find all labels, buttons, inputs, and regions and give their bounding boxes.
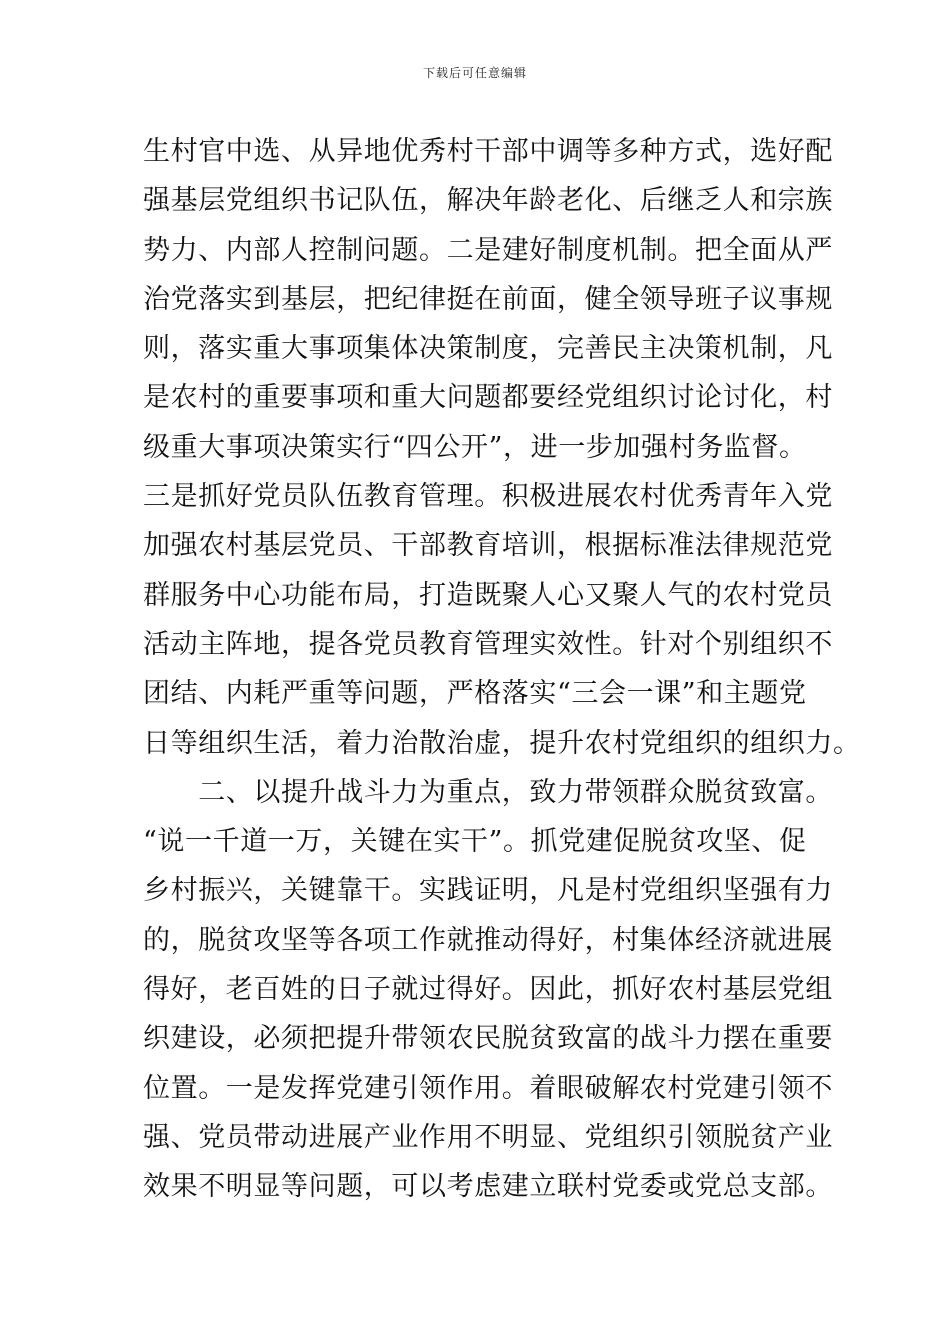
text-line: 则，落实重大事项集体决策制度，完善民主决策机制，凡 — [143, 333, 833, 365]
text-line: 强、党员带动进展产业作用不明显、党组织引领脱贫产业 — [143, 1121, 833, 1153]
text-line: 强基层党组织书记队伍，解决年龄老化、后继乏人和宗族 — [143, 185, 833, 217]
text-line: 效果不明显等问题，可以考虑建立联村党委或党总支部。 — [143, 1171, 833, 1203]
text-line: 生村官中选、从异地优秀村干部中调等多种方式，选好配 — [143, 136, 833, 167]
text-line: 乡村振兴，关键靠干。实践证明，凡是村党组织坚强有力 — [143, 875, 833, 907]
text-line: 群服务中心功能布局，打造既聚人心又聚人气的农村党员 — [143, 579, 833, 611]
text-line: 加强农村基层党员、干部教育培训，根据标准法律规范党 — [143, 530, 833, 562]
text-line: 得好，老百姓的日子就过得好。因此，抓好农村基层党组 — [143, 974, 833, 1006]
document-body — [143, 127, 861, 1212]
text-line: “说一千道一万，关键在实干”。抓党建促脱贫攻坚、促 — [143, 826, 807, 858]
text-line: 织建设，必须把提升带领农民脱贫致富的战斗力摆在重要 — [143, 1023, 833, 1055]
text-line: 位置。一是发挥党建引领作用。着眼破解农村党建引领不 — [143, 1072, 833, 1104]
text-line: 级重大事项决策实行“四公开”，进一步加强村务监督。 — [143, 431, 807, 463]
section-heading-line: 二、以提升战斗力为重点，致力带领群众脱贫致富。 — [143, 776, 833, 808]
text-line: 势力、内部人控制问题。二是建好制度机制。把全面从严 — [143, 234, 833, 266]
text-line: 日等组织生活，着力治散治虚，提升农村党组织的组织力。 — [143, 727, 861, 759]
text-line: 团结、内耗严重等问题，严格落实“三会一课”和主题党 — [143, 678, 807, 710]
text-line: 三是抓好党员队伍教育管理。积极进展农村优秀青年入党 — [143, 481, 833, 513]
text-line: 是农村的重要事项和重大问题都要经党组织讨论讨化，村 — [143, 382, 833, 414]
text-line: 活动主阵地，提各党员教育管理实效性。针对个别组织不 — [143, 628, 833, 660]
text-line: 的，脱贫攻坚等各项工作就推动得好，村集体经济就进展 — [143, 924, 833, 956]
text-line: 治党落实到基层，把纪律挺在前面，健全领导班子议事规 — [143, 283, 833, 315]
page-header: 下载后可任意编辑 — [422, 66, 527, 80]
